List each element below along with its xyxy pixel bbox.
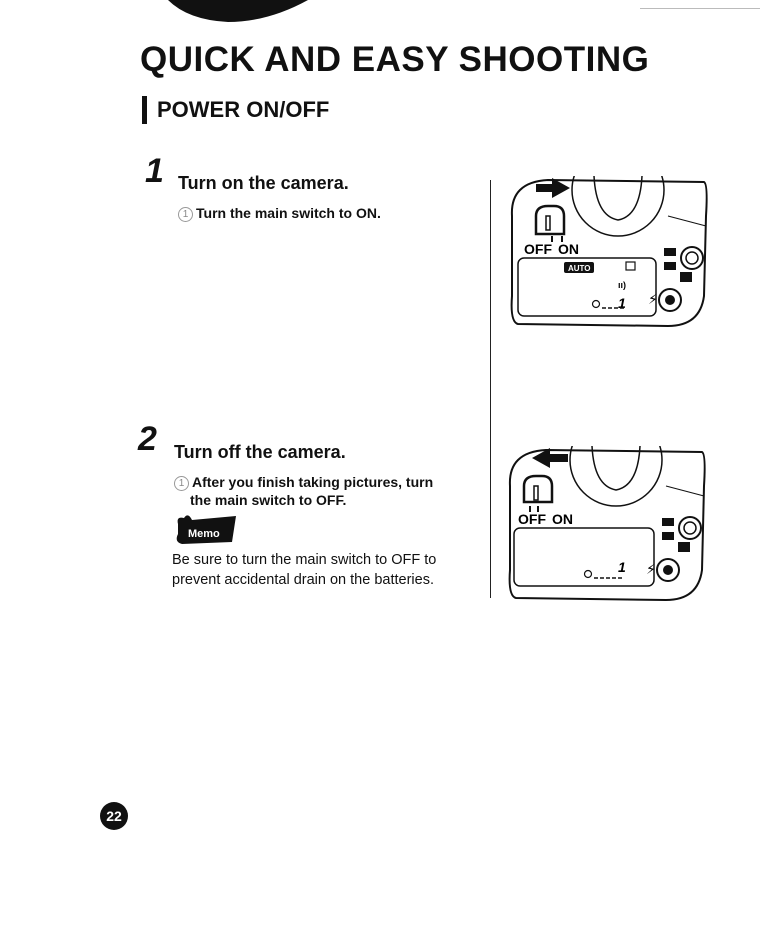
svg-text:⚡: ⚡ — [646, 562, 656, 578]
step-2-instruction-line1: After you finish taking pictures, turn — [192, 474, 434, 490]
memo-label: Memo — [188, 528, 220, 540]
camera-on-lcd-counter: 1 — [618, 295, 626, 311]
step-1-number: 1 — [145, 152, 164, 190]
section-heading — [142, 96, 329, 124]
header-rule — [640, 8, 760, 9]
svg-text:⚡: ⚡ — [648, 292, 658, 308]
step-2-title: Turn off the camera. — [174, 442, 346, 462]
header-decoration — [168, 0, 308, 22]
step-2-marker: 1 — [174, 476, 189, 491]
camera-on-off-label: OFF — [524, 241, 552, 257]
column-divider — [490, 180, 491, 598]
step-1-title: Turn on the camera. — [178, 173, 349, 193]
camera-off-on-label: ON — [552, 511, 573, 527]
section-bar — [142, 96, 147, 124]
step-2-instruction — [174, 473, 433, 509]
step-1-marker: 1 — [178, 207, 193, 222]
page-number: 22 — [100, 802, 128, 830]
step-1-instruction-text: Turn the main switch to ON. — [196, 205, 381, 221]
section-title: POWER ON/OFF — [157, 97, 330, 122]
svg-text:ıı): ıı) — [618, 280, 626, 290]
memo-line1: Be sure to turn the main switch to OFF to — [172, 552, 437, 568]
camera-off-illustration — [506, 446, 708, 604]
camera-on-on-label: ON — [558, 241, 579, 257]
camera-off-off-label: OFF — [518, 511, 546, 527]
camera-on-lcd-auto: AUTO — [568, 264, 591, 273]
step-2-number: 2 — [138, 420, 157, 458]
step-2-instruction-line2: the main switch to OFF. — [190, 492, 347, 508]
step-1-instruction — [178, 204, 381, 222]
camera-off-lcd-counter: 1 — [618, 559, 626, 575]
camera-on-illustration — [508, 176, 710, 328]
memo-text — [172, 550, 482, 590]
memo-line2: prevent accidental drain on the batteries. — [172, 572, 434, 588]
page-title: QUICK AND EASY SHOOTING — [140, 40, 650, 79]
memo-icon — [172, 512, 238, 546]
